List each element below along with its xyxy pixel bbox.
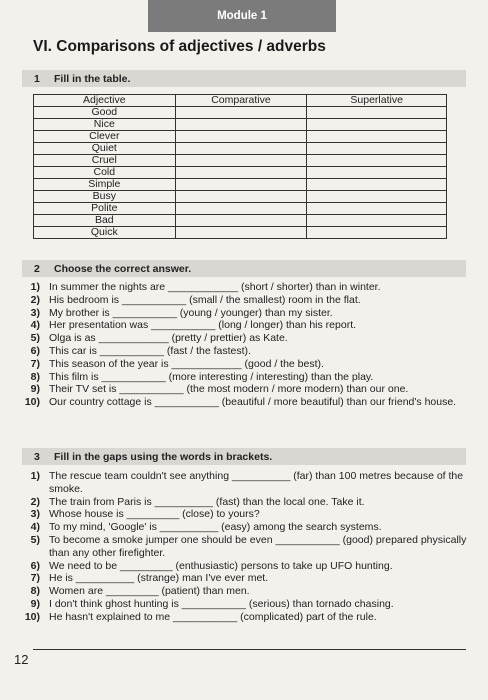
item-number: 3) <box>30 508 40 521</box>
item-text: My brother is ___________ (young / younger) than my sister. <box>49 306 333 319</box>
item-number: 4) <box>30 319 40 332</box>
superlative-cell[interactable] <box>307 227 447 239</box>
comparative-cell[interactable] <box>175 143 307 155</box>
table-row <box>34 131 447 143</box>
item-text: The rescue team couldn't see anything __________ (far) than 100 metres because of the smoke. <box>49 470 467 495</box>
section-2-list <box>10 281 470 409</box>
item-number: 9) <box>30 597 40 610</box>
adjective-cell: Polite <box>34 203 176 215</box>
item-number: 4) <box>30 521 40 534</box>
header-adjective: Adjective <box>34 95 176 107</box>
item-number: 10) <box>24 610 40 623</box>
item-text: We need to be _________ (enthusiastic) persons to take up UFO hunting. <box>49 559 393 572</box>
section-1-title: Fill in the table. <box>54 72 131 85</box>
item-number: 1) <box>30 470 40 482</box>
list-item <box>10 383 470 396</box>
page-title: VI. Comparisons of adjectives / adverbs <box>33 38 326 55</box>
header-comparative: Comparative <box>175 95 307 107</box>
list-item <box>10 358 470 371</box>
item-text: Their TV set is ___________ (the most modern / more modern) than our one. <box>49 383 409 396</box>
item-text: This car is ___________ (fast / the fastest). <box>49 344 251 357</box>
list-item <box>10 470 470 496</box>
item-text: The train from Paris is __________ (fast) than the local one. Take it. <box>49 495 365 508</box>
item-text: His bedroom is ___________ (small / the smallest) room in the flat. <box>49 293 361 306</box>
adjective-table <box>33 94 447 239</box>
item-number: 9) <box>30 383 40 396</box>
table-row <box>34 107 447 119</box>
table-row <box>34 167 447 179</box>
table-row <box>34 191 447 203</box>
list-item <box>10 294 470 307</box>
item-number: 5) <box>30 332 40 345</box>
item-number: 8) <box>30 585 40 598</box>
superlative-cell[interactable] <box>307 131 447 143</box>
adjective-cell: Simple <box>34 179 176 191</box>
superlative-cell[interactable] <box>307 143 447 155</box>
item-text: Women are _________ (patient) than men. <box>49 585 250 598</box>
adjective-cell: Clever <box>34 131 176 143</box>
superlative-cell[interactable] <box>307 191 447 203</box>
list-item <box>10 560 470 573</box>
adjective-cell: Busy <box>34 191 176 203</box>
item-number: 7) <box>30 357 40 370</box>
table-header-row <box>34 95 447 107</box>
table-row <box>34 155 447 167</box>
item-number: 10) <box>24 396 40 409</box>
item-text: He hasn't explained to me ___________ (complicated) part of the rule. <box>49 610 377 623</box>
adjective-cell: Cold <box>34 167 176 179</box>
section-1-number: 1 <box>34 72 40 85</box>
section-2-title: Choose the correct answer. <box>54 262 192 275</box>
table-row <box>34 179 447 191</box>
section-2-number: 2 <box>34 262 40 275</box>
comparative-cell[interactable] <box>175 191 307 203</box>
section-3-number: 3 <box>34 450 40 463</box>
adjective-cell: Quick <box>34 227 176 239</box>
item-number: 2) <box>30 293 40 306</box>
adjective-cell: Nice <box>34 119 176 131</box>
item-text: Olga is as ____________ (pretty / prettier) as Kate. <box>49 332 288 345</box>
item-text: Her presentation was ___________ (long / longer) than his report. <box>49 319 357 332</box>
item-text: In summer the nights are ____________ (short / shorter) than in winter. <box>49 281 381 293</box>
list-item <box>10 572 470 585</box>
comparative-cell[interactable] <box>175 155 307 167</box>
table-row <box>34 215 447 227</box>
item-number: 2) <box>30 495 40 508</box>
item-number: 8) <box>30 370 40 383</box>
item-number: 5) <box>30 533 40 546</box>
item-text: He is __________ (strange) man I've ever met. <box>49 572 269 585</box>
table-row <box>34 227 447 239</box>
comparative-cell[interactable] <box>175 227 307 239</box>
item-number: 3) <box>30 306 40 319</box>
superlative-cell[interactable] <box>307 167 447 179</box>
comparative-cell[interactable] <box>175 119 307 131</box>
header-superlative: Superlative <box>307 95 447 107</box>
table-row <box>34 203 447 215</box>
adjective-cell: Quiet <box>34 143 176 155</box>
table-row <box>34 143 447 155</box>
adjective-cell: Cruel <box>34 155 176 167</box>
list-item <box>10 534 470 560</box>
item-text: To become a smoke jumper one should be even ___________ (good) prepared physically than any other firefighter. <box>49 533 470 559</box>
list-item <box>10 319 470 332</box>
list-item <box>10 521 470 534</box>
module-tab: Module 1 <box>148 0 336 32</box>
item-number: 6) <box>30 344 40 357</box>
item-text: I don't think ghost hunting is ___________ (serious) than tornado chasing. <box>49 597 394 610</box>
list-item <box>10 611 470 624</box>
list-item <box>10 585 470 598</box>
list-item <box>10 508 470 521</box>
list-item <box>10 345 470 358</box>
item-number: 6) <box>30 559 40 572</box>
superlative-cell[interactable] <box>307 203 447 215</box>
item-number: 1) <box>30 281 40 293</box>
list-item <box>10 281 470 294</box>
comparative-cell[interactable] <box>175 179 307 191</box>
item-text: To my mind, 'Google' is __________ (easy) among the search systems. <box>49 521 382 534</box>
item-text: Whose house is _________ (close) to yours? <box>49 508 260 521</box>
list-item <box>10 371 470 384</box>
footer-divider <box>33 649 466 650</box>
comparative-cell[interactable] <box>175 167 307 179</box>
comparative-cell[interactable] <box>175 131 307 143</box>
section-3-list <box>10 470 470 624</box>
superlative-cell[interactable] <box>307 179 447 191</box>
table-body <box>34 107 447 239</box>
list-item <box>10 396 470 409</box>
superlative-cell[interactable] <box>307 155 447 167</box>
superlative-cell[interactable] <box>307 119 447 131</box>
list-item <box>10 598 470 611</box>
section-2-header <box>22 260 466 277</box>
item-text: This season of the year is ____________ (good / the best). <box>49 357 324 370</box>
section-3-header <box>22 448 466 465</box>
list-item <box>10 332 470 345</box>
superlative-cell[interactable] <box>307 107 447 119</box>
comparative-cell[interactable] <box>175 107 307 119</box>
adjective-cell: Good <box>34 107 176 119</box>
list-item <box>10 307 470 320</box>
page-number: 12 <box>14 652 29 667</box>
table-row <box>34 119 447 131</box>
comparative-cell[interactable] <box>175 215 307 227</box>
comparative-cell[interactable] <box>175 203 307 215</box>
item-number: 7) <box>30 572 40 585</box>
item-text: Our country cottage is ___________ (beautiful / more beautiful) than our friend's house. <box>49 396 457 409</box>
superlative-cell[interactable] <box>307 215 447 227</box>
section-3-title: Fill in the gaps using the words in brackets. <box>54 450 273 463</box>
section-1-header <box>22 70 466 87</box>
list-item <box>10 496 470 509</box>
adjective-cell: Bad <box>34 215 176 227</box>
item-text: This film is ___________ (more interesting / interesting) than the play. <box>49 370 374 383</box>
